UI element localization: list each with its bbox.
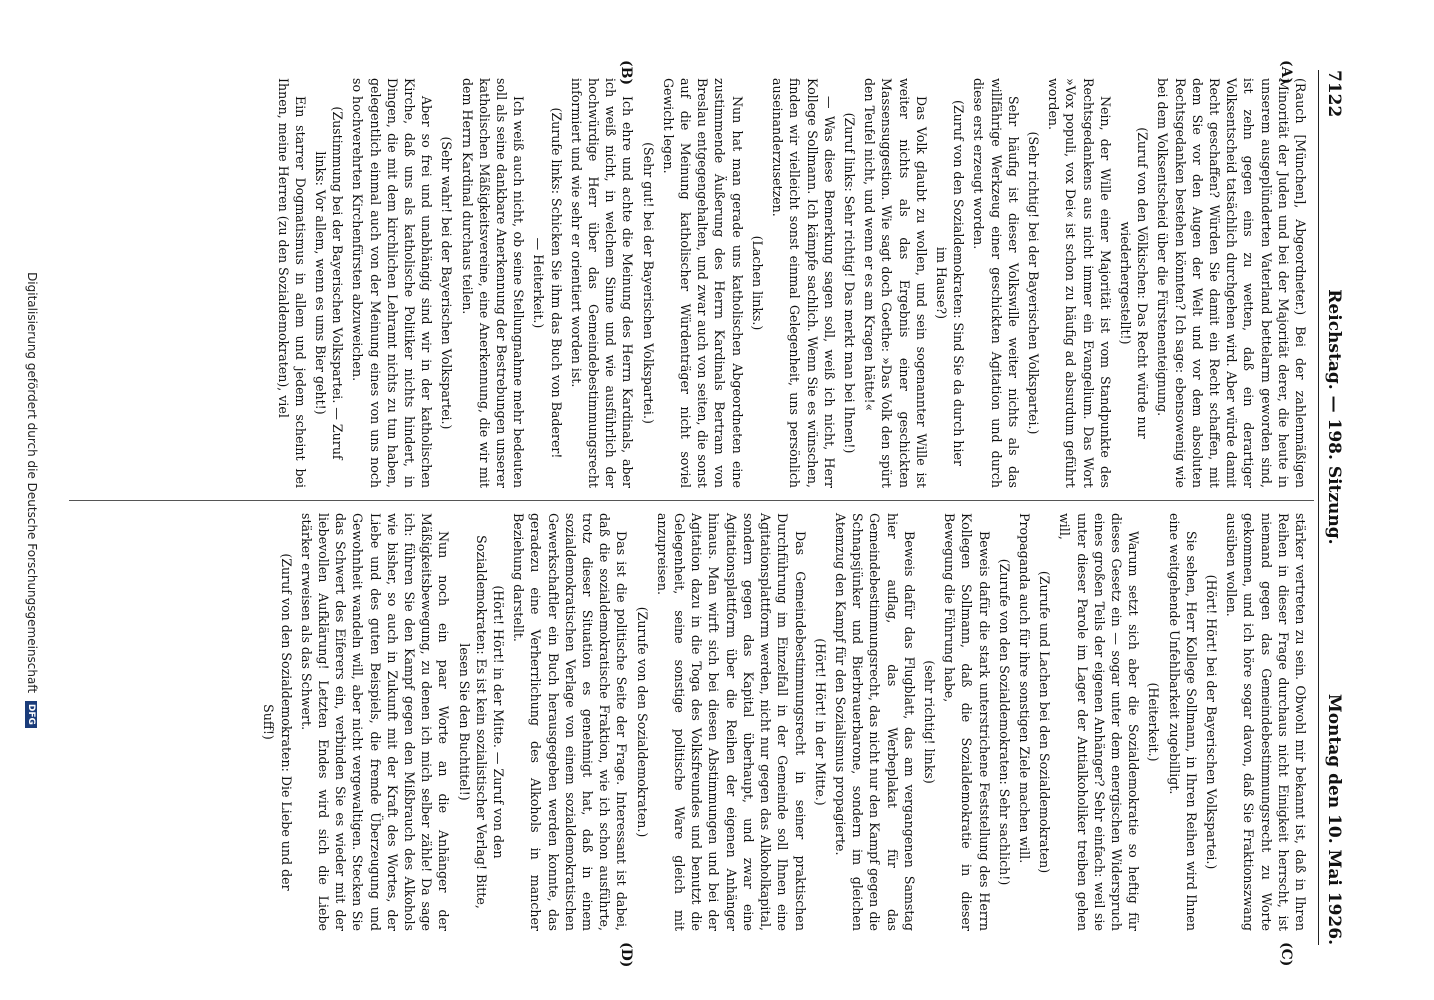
left-column [274,78,1309,488]
paragraph: Aber so frei und unabhängig sind wir in der katholischen Kirche, daß uns als katholische Politiker nichts hindert, in Dingen, die mit dem kirchlichen Lehramt nichts zu tun haben, gelegentlich einmal auch von der Meinung eines von uns noch so hochverehrten Kirchenfürsten abzuweichen. [350,78,435,488]
interjection: (Zurufe von den Sozialdemokraten.) [634,606,650,838]
interjection: (Hört! Hört! in der Mitte. — Zuruf von den Sozialdemokraten: Es ist kein sozialistischer Verlag! Bitte, lesen Sie den Buchtitel!) [456,535,507,909]
page-header [1324,70,1352,945]
paragraph: Das Volk glaubt zu wollen, und sein sogenannter Wille ist weiter nichts als das Ergebnis einer geschickten Massensuggestion. Wie sagt doch Goethe: »Das Volk den spürt den Teufel nicht, und wenn er es am Kragen hätte!« [862,78,929,488]
paragraph: Das ist die politische Seite der Frage. Interessant ist dabei, daß die sozialdemokratische Fraktion, wie ich schon ausführte, trotz dieser Situation es genehmigt hat, daß in einem sozialdemokratischen Verlage von einem sozialdemokratischen Gewerkschaftler ein Buch herausgegeben werden konnte, das geradezu eine Verherrlichung des Alkohols in mancher Beziehung darstellt. [511,513,630,931]
interjection: (Sehr wahr! bei der Bayerischen Volkspartei.) [439,136,455,430]
right-column [257,513,1309,931]
interjection: (Zurufe von den Sozialdemokraten: Sehr sachlich!) [996,558,1012,886]
session-date: Montag den 10. Mai 1926. [1324,693,1344,945]
margin-marker-d: (D) [618,942,634,968]
paragraph: Propaganda auch für ihre sonstigen Ziele machen will. [1016,513,1032,864]
interjection: (Hört! Hört! in der Mitte.) [812,638,828,806]
margin-marker-a: (A) [1278,60,1294,85]
interjection: (Hört! Hört! bei der Bayerischen Volkspartei.) [1203,574,1219,870]
paragraph: (Rauch [München], Abgeordneter.) Bei der zahlenmäßigen Minorität der Juden und bei der Majorität derer, die heute in unserem ausgeplünderten Vaterland bettelarm geworden sind, ist zehn gegen eins zu wetten, daß ein derartiger Volksentscheid tatsächlich durchgehen wird. Aber würde damit Recht geschaffen? Würden Sie damit ein Recht schaffen, mit dem Sie vor den Augen der Welt und vor dem absoluten Rechtsgedanken bestehen könnten? Ich sage: ebensowenig wie bei dem Volksentscheid über die Fürstenenteignung. [1155,78,1308,488]
interjection: (Zuruf von den Sozialdemokraten: Die Liebe und der Suff!) [261,553,294,891]
interjection: (Zuruf von den Völkischen: Das Recht würde nur wiederhergestellt!) [1117,127,1151,439]
paragraph: Nein, der Wille einer Majorität ist vom Standpunkte des Rechtsgedankens aus nicht immer ein Evangelium. Das Wort »Vox populi, vox Dei« ist schon zu häufig ad absurdum geführt worden. [1046,78,1113,488]
paragraph: Warum setzt sich aber die Sozialdemokratie so heftig für dieses Gesetz ein — sogar unter dem energischen Widerspruch eines großen Teils der eigenen Anhänger? Sehr einfach: weil sie unter dieser Parole im Lager der Antialkoholiker treiben gehen will, [1057,513,1142,931]
paragraph: Ich ehre und achte die Meinung des Herrn Kardinals, aber ich weiß nicht, in welchem Sinne und wie ausführlich der hochwürdige Herr über das Gemeindebestimmungsrecht informiert und wie sehr er orientiert worden ist. [568,78,636,488]
interjection: (Zuruf links: Sehr richtig! Das merkt man bei Ihnen!) [841,112,857,454]
interjection: (Sehr gut! bei der Bayerischen Volkspartei.) [640,142,656,424]
paragraph: Sehr häufig ist dieser Volkswille weiter nichts als das willfährige Werkzeug einer geschickten Agitation und durch diese erst erzeugt worden. [971,78,1021,488]
interjection: (sehr richtig! links) [921,660,937,784]
paragraph: — Was diese Bemerkung sagen soll, weiß ich nicht, Herr Kollege Sollmann. Ich kämpfe sachlich. Wenn Sie es wünschen, finden wir vielleicht sonst einmal Gelegenheit, uns persönlich auseinanderzusetzen. [770,78,837,488]
margin-marker-b: (B) [618,60,634,86]
paragraph: Beweis dafür die stark unterstrichene Feststellung des Herrn Kollegen Sollmann, daß die Sozialdemokratie in dieser Bewegung die Führung habe, [942,513,992,931]
column-divider [69,500,1314,501]
paragraph: Nun noch ein paar Worte an die Anhänger der Mäßigkeitsbewegung, zu denen ich mich selber zähle! Da sage ich: führen Sie den Kampf gegen den Mißbrauch des Alkohols wie bisher, so auch in Zukunft mit der Kraft des Wortes, der Liebe und des guten Beispiels, die fremde Überzeugung und Gewohnheit wandeln will, aber nicht vergewaltigen. Stecken Sie das Schwert des Eiferers ein, verbinden Sie es wieder mit der liebevollen Aufklärung! Letzten Endes wird sich die Liebe stärker erweisen als das Schwert. [298,513,452,931]
paragraph: Ein starrer Dogmatismus in allem und jedem scheint bei Ihnen, meine Herren (zu den Sozialdemokraten), viel [275,78,308,488]
interjection: (Zurufe und Lachen bei den Sozialdemokraten) [1037,570,1053,874]
header-rule [1318,70,1319,945]
page-title: Reichstag. — 198. Sitzung. [1324,289,1344,545]
paragraph: Nun hat man gerade uns katholischen Abgeordneten eine zustimmende Äußerung des Herrn Kardinals Bertram von Breslau entgegengehalten, und zwar auch von seiten, die sonst auf die Meinung katholischer Würdenträger nicht soviel Gewicht legen. [660,78,745,488]
digitization-text: Digitalisierung gefördert durch die Deutsche Forschungsgemeinschaft [25,272,39,694]
dfg-logo-icon: DFG [26,701,38,728]
interjection: (Sehr richtig! bei der Bayerischen Volkspartei.) [1025,131,1041,435]
interjection: (Zuruf von den Sozialdemokraten: Sind Sie da durch hier im Hause?) [933,100,967,466]
paragraph: Beweis dafür das Flugblatt, das am vergangenen Samstag hier auflag, das Werbeplakat für das Gemeindebestimmungsrecht, das nicht nur den Kampf gegen die Schnapsjünker und Bierbrauerbarone, sondern im gleichen Atemzug den Kampf für den Sozialismus propagierte. [832,513,917,931]
interjection: (Lachen links.) [749,235,765,331]
paragraph: stärker vertreten zu sein. Obwohl mir bekannt ist, daß in Ihren Reihen in dieser Frage durchaus nicht Einigkeit herrscht, ist niemand gegen das Gemeindebestimmungsrecht zu Worte gekommen, und ich höre sogar davon, daß Sie Fraktionszwang ausüben wollen. [1224,513,1308,931]
paragraph: Das Gemeindebestimmungsrecht in seiner praktischen Durchführung im Einzelfall in der Gemeinde soll Ihnen eine Agitationsplattform werden, nicht nur gegen das Alkoholkapital, sondern gegen das Kapital überhaupt, und zwar eine Agitationsplattform über die Reihen der eigenen Anhänger hinaus. Man wirft sich bei diesen Abstimmungen und bei der Agitation dazu in die Toga des Volksfreundes und benutzt die Gelegenheit, seine sonstige politische Ware gleich mit anzupreisen. [654,513,808,931]
interjection: (Zustimmung bei der Bayerischen Volkspartei. — Zuruf links: Vor allem, wenn es ums Bier geht!) [313,106,346,460]
paragraph: Sie sehen, Herr Kollege Sollmann, in Ihren Reihen wird Ihnen eine weitgehende Unfehlbarkeit zugebilligt. [1166,513,1199,931]
margin-marker-c: (C) [1278,942,1294,967]
page-number: 7122 [1324,70,1344,118]
interjection: (Heiterkeit.) [1146,682,1162,762]
interjection: (Zurufe links: Schicken Sie ihm das Buch von Baderer! — Heiterkeit.) [531,107,564,459]
paragraph: Ich weiß auch nicht, ob seine Stellungnahme mehr bedeuten soll als seine dankbare Anerkennung der Bestrebungen unserer katholischen Mäßigkeitsvereine, eine Anerkennung, die wir mit dem Herrn Kardinal durchaus teilen. [459,78,527,488]
digitization-note [25,0,39,1000]
